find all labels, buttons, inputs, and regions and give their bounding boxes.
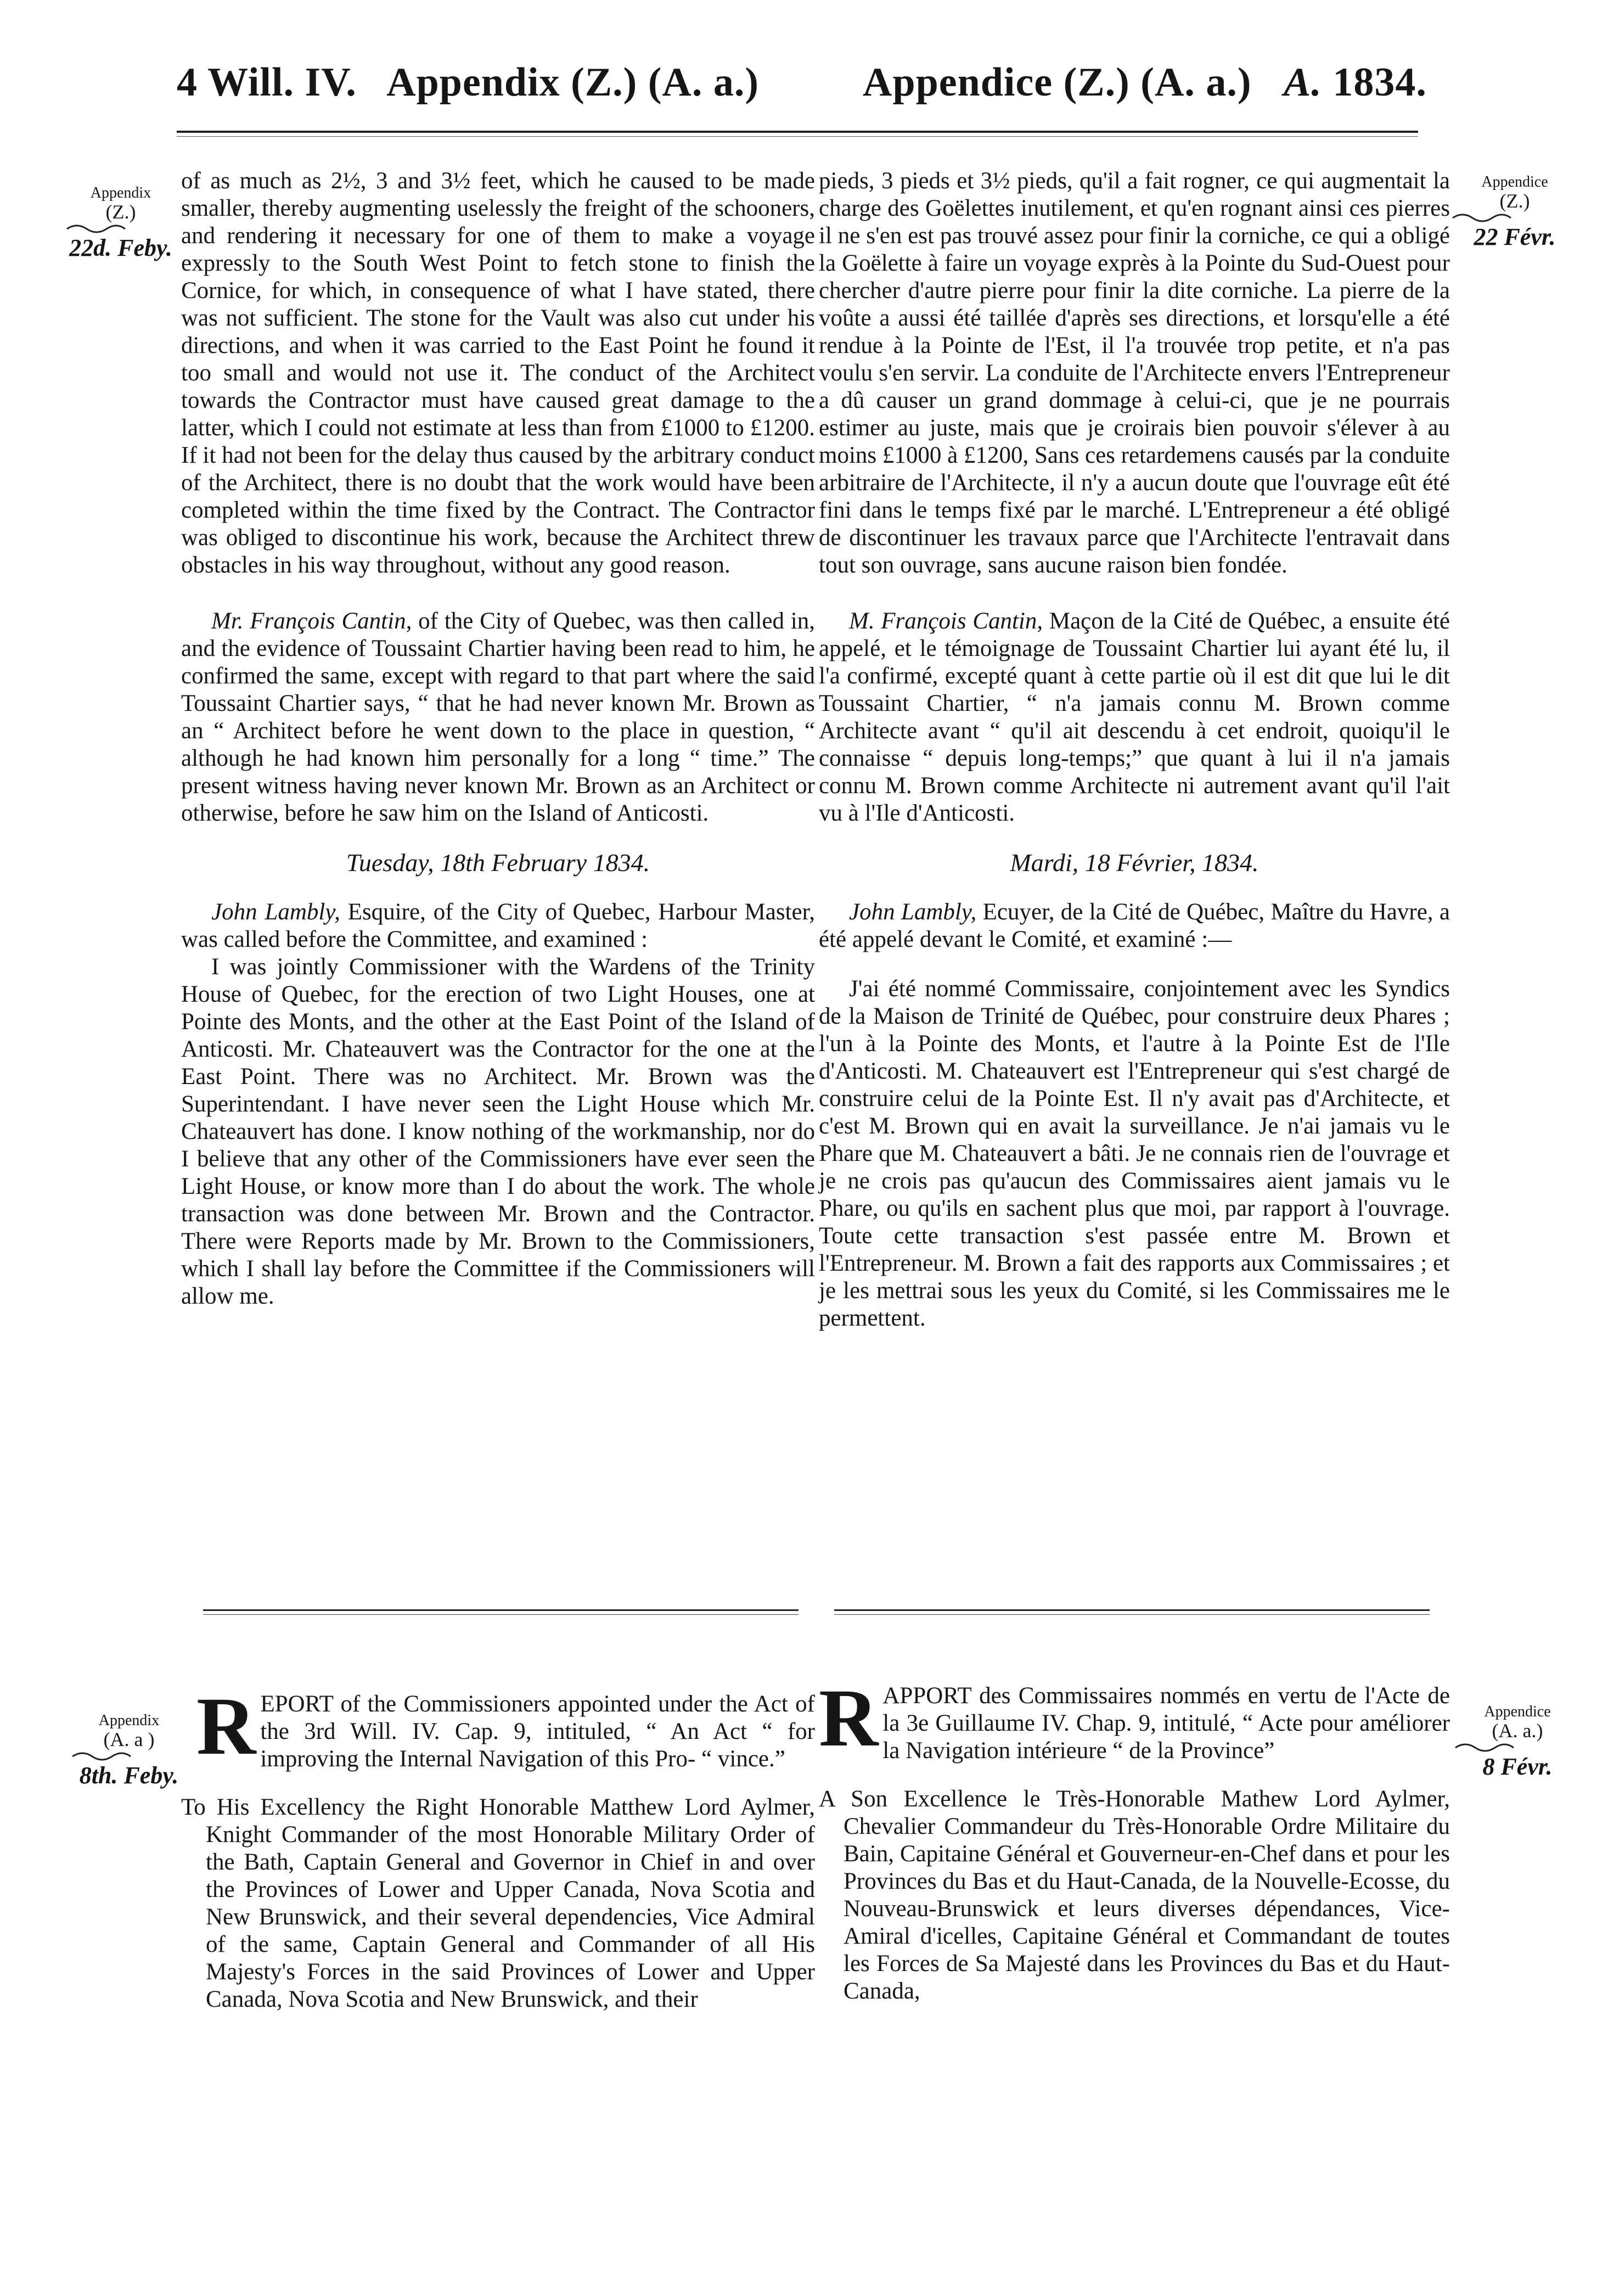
paragraph-text: of the City of Quebec, was then called in, and the evidence of Toussaint Chartier having been read to him, he confirmed the same, except with regard to that part where the said Toussaint Chartier says, “ that he had never known Mr. Brown as an “ Architect before he went down to the place in question, “ although he had known him personally for a long “ time.” The present witness having never known Mr. Brown as an Architect or otherwise, before he saw him on the Island of Anticosti. xyxy=(181,608,815,826)
header-year: 1834. xyxy=(1332,60,1427,105)
paragraph-lambly-testimony: I was jointly Commissioner with the Wardens of the Trinity House of Quebec, for the erection of two Light Houses, one at Pointe des Monts, and the other at the East Point of the Island of Anticosti. Mr. Chateauvert was the Contractor for the one at the East Point. There was no Architect. Mr. Brown was the Superintendant. I have never seen the Light House which Mr. Chateauvert has done. I know nothing of the workmanship, nor do I believe that any other of the Commissioners have ever seen the Light House, or know more than I do about the work. The whole transaction was done between Mr. Brown and the Contractor. There were Reports made by Mr. Brown to the Commissioners, which I shall lay before the Committee if the Commissioners will allow me. xyxy=(181,954,815,1309)
margin-date: 22d. Feby. xyxy=(69,234,172,261)
margin-note-bottom-left xyxy=(71,1711,187,1789)
address-to-governor: To His Excellency the Right Honorable Matthew Lord Aylmer, Knight Commander of the most Honorable Military Order of the Bath, Captain General and Governor in Chief in and over the Provinces of Lower and Upper Canada, Nova Scotia and New Brunswick, and their several dependencies, Vice Admiral of the same, Captain General and Commander of all His Majesty's Forces in the said Provinces of Lower and Upper Canada, Nova Scotia and New Brunswick, and their xyxy=(181,1794,815,2012)
witness-name: John Lambly, xyxy=(849,899,977,925)
english-report xyxy=(181,1681,815,2013)
french-report xyxy=(819,1672,1450,2005)
margin-note-bottom-right xyxy=(1454,1703,1581,1781)
margin-label: Appendice xyxy=(1484,1703,1551,1720)
paragraph-lambly-temoignage: J'ai été nommé Commissaire, conjointement avec les Syndics de la Maison de Trinité de Québec, pour construire deux Phares ; l'un à la Pointe des Monts, et l'autre à la Pointe Est de l'Ile d'Anticosti. M. Chateauvert est l'Entrepreneur qui s'est chargé de construire celui de la Pointe Est. Il n'y avait pas d'Architecte, et c'est M. Brown qui en avait la surveillance. Je n'ai jamais vu le Phare que M. Chateauvert a bâti. Je ne connais rien de l'ouvrage et je ne crois pas qu'aucun des Commissaires aient jamais vu le Phare, ou qu'ils en sachent plus que moi, par rapport à l'ouvrage. Toute cette transaction s'est passée entre M. Brown et l'Entrepreneur. M. Brown a fait des rapports aux Commissaires ; et je les mettrai sous les yeux du Comité, si les Commissaires me le permettent. xyxy=(819,976,1450,1331)
paragraph-architect-conduct: of as much as 2½, 3 and 3½ feet, which he caused to be made smaller, thereby augmenting uselessly the freight of the schooners, and rendering it necessary for one of them to make a voyage expressly to the South West Point to fetch stone to finish the Cornice, for which, in consequence of what I have stated, there was not sufficient. The stone for the Vault was also cut under his directions, and when it was carried to the East Point he found it too small and would not use it. The conduct of the Architect towards the Contractor must have caused great damage to the latter, which I could not estimate at less than from £1000 to £1200. If it had not been for the delay thus caused by the arbitrary conduct of the Architect, there is no doubt that the work would have been completed within the time fixed by the Contract. The Contractor was obliged to discontinue his work, because the Architect threw obstacles in his way throughout, without any good reason. xyxy=(181,168,815,578)
ornament-icon xyxy=(71,1749,132,1762)
header-appendix-en: Appendix (Z.) (A. a.) xyxy=(386,60,759,105)
margin-date: 22 Févr. xyxy=(1474,223,1556,250)
section-rule-left-thin xyxy=(203,1614,799,1615)
ornament-icon xyxy=(1454,1740,1515,1753)
report-title xyxy=(196,1681,815,1773)
english-column xyxy=(181,167,815,1310)
paragraph-lambly-intro xyxy=(819,899,1450,953)
drop-cap: R xyxy=(819,1672,879,1764)
margin-date: 8 Févr. xyxy=(1482,1753,1553,1780)
header-regnal-year: 4 Will. IV. xyxy=(177,60,357,105)
french-column xyxy=(819,167,1450,1332)
witness-name: Mr. François Cantin, xyxy=(211,608,412,634)
paragraph-temoignage-cantin xyxy=(819,608,1450,827)
report-title-text: APPORT des Commissaires nommés en vertu de l'Acte de la 3e Guillaume IV. Chap. 9, intitulé, “ Acte pour améliorer la Navigation intérieure “ de la Province” xyxy=(882,1683,1450,1764)
header-right xyxy=(863,59,1427,106)
date-heading: Tuesday, 18th February 1834. xyxy=(346,849,650,877)
margin-note-top-left xyxy=(66,184,176,262)
margin-code: (Z.) xyxy=(1499,190,1530,212)
header-rule-thin xyxy=(177,136,1418,137)
margin-date: 8th. Feby. xyxy=(79,1762,179,1789)
margin-code: (A. a ) xyxy=(103,1728,155,1750)
paragraph-text: Esquire, of the City of Quebec, Harbour Master, was called before the Committee, and examined : xyxy=(181,899,815,952)
paragraph-conduite-architecte: pieds, 3 pieds et 3½ pieds, qu'il a fait rogner, ce qui augmentait la charge des Goëlettes inutilement, et qu'en rognant ainsi ces pierres il ne s'en est pas trouvé assez pour finir la corniche, ce qui a obligé la Goëlette à faire un voyage exprès à la Pointe du Sud-Ouest pour chercher d'autre pierre pour finir la dite corniche. La pierre de la voûte a aussi été taillée d'après ses directions, et lorsqu'elle a été rendue à la Pointe de l'Est, il l'a trouvée trop petite, et n'a pas voulu s'en servir. La conduite de l'Architecte envers l'Entrepreneur a dû causer un grand dommage à celui-ci, que je ne pourrais estimer au juste, mais que je croirais bien pouvoir s'élever à au moins £1000 à £1200, Sans ces retardemens causés par la conduite arbitraire de l'Architecte, il n'y a aucun doute que l'ouvrage eût été fini dans le temps fixé par le marché. L'Entrepreneur a été obligé de discontinuer les travaux parce que l'Architecte l'entravait dans tout son ouvrage, sans aucune raison bien fondée. xyxy=(819,168,1450,578)
margin-label: Appendix xyxy=(90,184,151,201)
drop-cap: R xyxy=(196,1681,256,1772)
header-left xyxy=(177,59,759,106)
header-initial: A. xyxy=(1284,60,1322,105)
header-appendix-fr: Appendice (Z.) (A. a.) xyxy=(863,60,1252,105)
margin-label: Appendix xyxy=(98,1712,160,1729)
margin-code: (A. a.) xyxy=(1492,1720,1543,1742)
witness-name: John Lambly, xyxy=(211,899,340,925)
paragraph-cantin-evidence xyxy=(181,608,815,827)
date-heading: Mardi, 18 Février, 1834. xyxy=(1010,849,1259,877)
report-title xyxy=(819,1672,1450,1765)
paragraph-lambly-intro xyxy=(181,899,815,953)
margin-note-top-right xyxy=(1452,173,1578,251)
margin-code: (Z.) xyxy=(105,201,136,223)
report-title-text: EPORT of the Commissioners appointed under the Act of the 3rd Will. IV. Cap. 9, intituled, “ An Act “ for improving the Internal Navigation of this Pro- “ vince.” xyxy=(260,1691,815,1772)
header-rule xyxy=(177,131,1418,133)
ornament-icon xyxy=(1452,210,1512,223)
section-rule-right xyxy=(834,1609,1430,1611)
section-rule-right-thin xyxy=(834,1614,1430,1615)
margin-label: Appendice xyxy=(1481,173,1548,190)
ornament-icon xyxy=(66,221,126,234)
section-rule-left xyxy=(203,1609,799,1611)
address-au-gouverneur: A Son Excellence le Très-Honorable Mathew Lord Aylmer, Chevalier Commandeur du Très-Honorable Ordre Militaire du Bain, Capitaine Général et Gouverneur-en-Chef dans et pour les Provinces du Bas et du Haut-Canada, de la Nouvelle-Ecosse, du Nouveau-Brunswick et leurs diverses dépendances, Vice-Amiral d'icelles, Capitaine Général et Commandant de toutes les Forces de Sa Majesté dans les Provinces du Bas et du Haut-Canada, xyxy=(819,1786,1450,2004)
witness-name: M. François Cantin, xyxy=(849,608,1043,634)
paragraph-text: Ecuyer, de la Cité de Québec, Maître du Havre, a été appelé devant le Comité, et examiné :— xyxy=(819,899,1450,952)
paragraph-text: Maçon de la Cité de Québec, a ensuite été appelé, et le témoignage de Toussaint Chartier lui ayant été lu, il l'a confirmé, excepté quant à cette partie où il est dit que lui le dit Toussaint Chartier, “ n'a jamais connu M. Brown comme Architecte avant “ qu'il ait descendu à cet endroit, quoiqu'il le connaisse “ depuis long-temps;” que quant à lui il n'a jamais connu M. Brown comme Architecte ni autrement avant qu'il l'ait vu à l'Ile d'Anticosti. xyxy=(819,608,1450,826)
